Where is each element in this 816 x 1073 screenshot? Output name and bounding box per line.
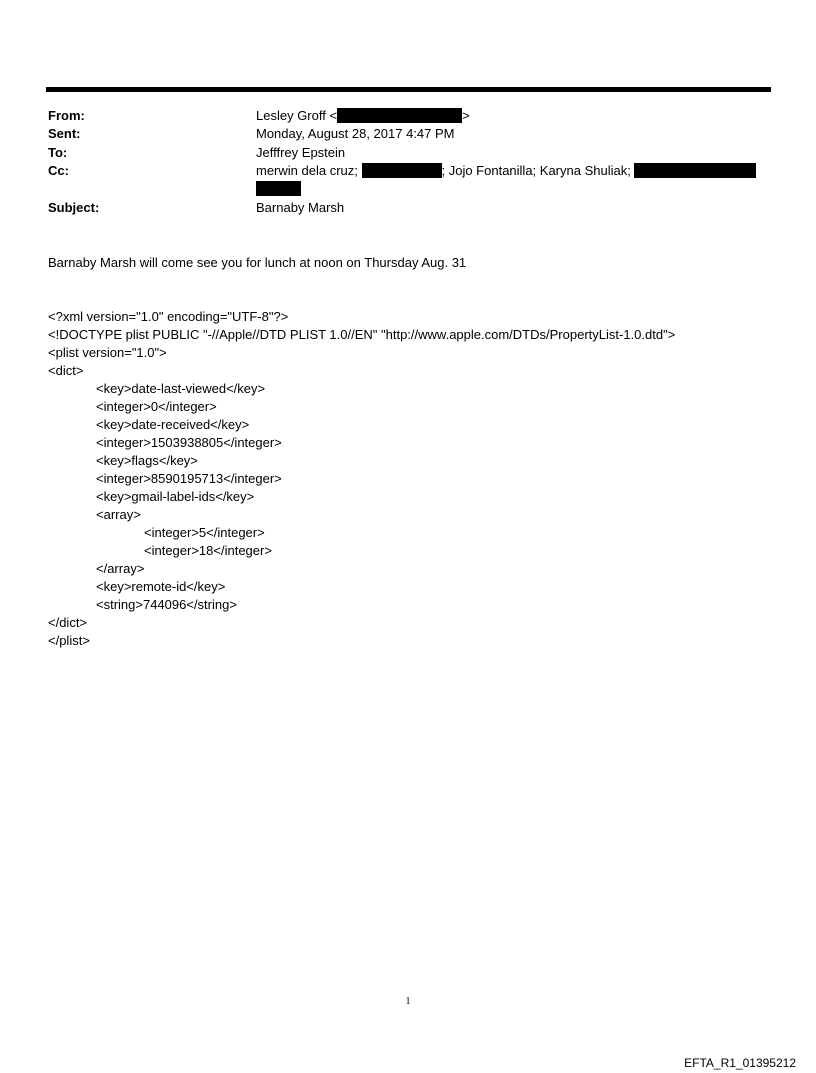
- xml-line: <key>gmail-label-ids</key>: [96, 489, 255, 504]
- subject-label: Subject:: [48, 200, 100, 215]
- xml-line: <!DOCTYPE plist PUBLIC "-//Apple//DTD PLIST 1.0//EN" "http://www.apple.com/DTDs/PropertyList-1.0.dtd">: [48, 327, 676, 342]
- subject-value: Barnaby Marsh: [256, 200, 345, 215]
- redaction-box: [256, 181, 301, 196]
- xml-line: </dict>: [48, 615, 88, 630]
- document-id: EFTA_R1_01395212: [684, 1056, 796, 1070]
- message-body: Barnaby Marsh will come see you for lunch at noon on Thursday Aug. 31: [48, 255, 467, 270]
- sent-value: Monday, August 28, 2017 4:47 PM: [256, 126, 455, 141]
- from-suffix: >: [462, 108, 470, 123]
- cc-value: [256, 163, 756, 178]
- plist-block: [48, 308, 675, 650]
- from-value: [256, 108, 470, 123]
- cc-label: Cc:: [48, 163, 69, 178]
- xml-line: </plist>: [48, 633, 90, 648]
- xml-line: <integer>1503938805</integer>: [96, 435, 282, 450]
- redaction-box: [634, 163, 756, 178]
- to-label: To:: [48, 145, 68, 160]
- xml-line: <array>: [96, 507, 141, 522]
- cc-recipient-1: merwin dela cruz;: [256, 163, 358, 178]
- cc-recipients-2: ; Jojo Fontanilla; Karyna Shuliak;: [441, 163, 631, 178]
- xml-line: <key>date-received</key>: [96, 417, 250, 432]
- from-label: From:: [48, 108, 85, 123]
- xml-line: <key>flags</key>: [96, 453, 198, 468]
- xml-line: <?xml version="1.0" encoding="UTF-8"?>: [48, 309, 289, 324]
- from-name: Lesley Groff <: [256, 108, 338, 123]
- redaction-box: [337, 108, 462, 123]
- page-number: 1: [405, 996, 411, 1007]
- xml-line: <key>date-last-viewed</key>: [96, 381, 266, 396]
- xml-line: <dict>: [48, 363, 84, 378]
- xml-line: <integer>5</integer>: [144, 525, 265, 540]
- xml-line: <integer>18</integer>: [144, 543, 272, 558]
- xml-line: <integer>0</integer>: [96, 399, 217, 414]
- redaction-box: [362, 163, 442, 178]
- xml-line: </array>: [96, 561, 145, 576]
- sent-label: Sent:: [48, 126, 81, 141]
- xml-line: <plist version="1.0">: [48, 345, 167, 360]
- xml-line: <integer>8590195713</integer>: [96, 471, 282, 486]
- to-value: Jefffrey Epstein: [256, 145, 346, 160]
- header-rule: [46, 87, 771, 92]
- xml-line: <string>744096</string>: [96, 597, 237, 612]
- xml-line: <key>remote-id</key>: [96, 579, 226, 594]
